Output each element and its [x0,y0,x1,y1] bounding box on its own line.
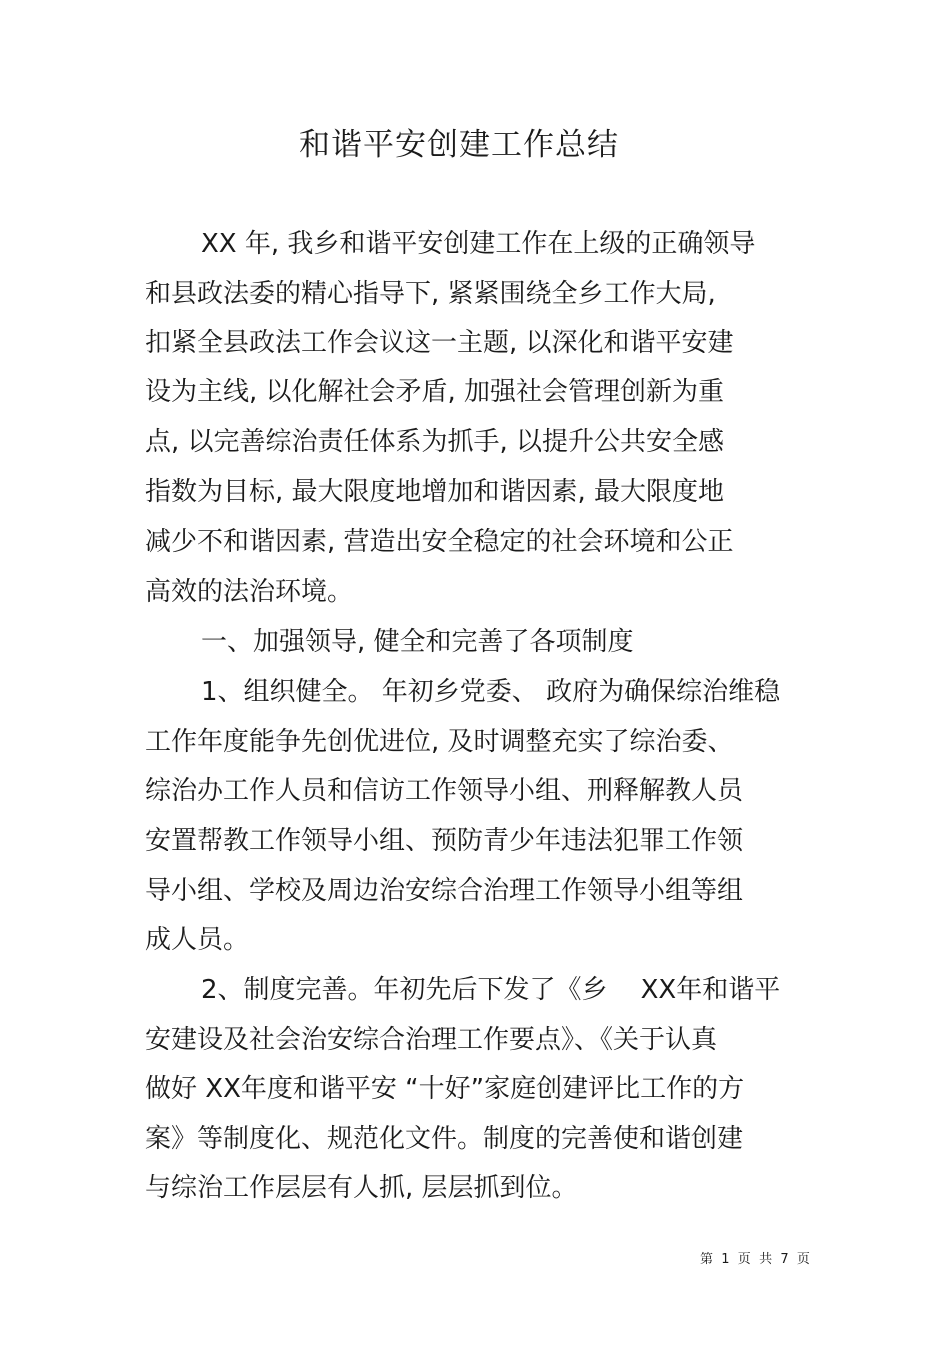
text-line: 设为主线, 以化解社会矛盾, 加强社会管理创新为重 [145,377,725,407]
page-number-footer: 第 1 页 共 7 页 [700,1252,810,1267]
text-line: 安置帮教工作领导小组、预防青少年违法犯罪工作领 [145,826,744,856]
text-line: 2、制度完善。年初先后下发了《乡 XX年和谐平 [201,975,781,1005]
text-line: 导小组、学校及周边治安综合治理工作领导小组等组 [145,876,744,906]
page-title: 和谐平安创建工作总结 [299,127,619,163]
text-line: 减少不和谐因素, 营造出安全稳定的社会环境和公正 [145,527,734,557]
text-line: 指数为目标, 最大限度地增加和谐因素, 最大限度地 [145,477,725,507]
text-line: XX 年, 我乡和谐平安创建工作在上级的正确领导 [201,229,756,259]
section-heading: 一、加强领导, 健全和完善了各项制度 [201,627,634,657]
text-line: 工作年度能争先创优进位, 及时调整充实了综治委、 [145,727,734,757]
text-line: 综治办工作人员和信访工作领导小组、刑释解教人员 [145,776,744,806]
text-line: 点, 以完善综治责任体系为抓手, 以提升公共安全感 [145,427,725,457]
text-line: 案》等制度化、规范化文件。制度的完善使和谐创建 [145,1124,744,1154]
text-line: 高效的法治环境。 [145,577,354,607]
text-line: 做好 XX年度和谐平安 “十好”家庭创建评比工作的方 [145,1074,745,1104]
text-line: 1、组织健全。 年初乡党委、 政府为确保综治维稳 [201,677,781,707]
text-line: 和县政法委的精心指导下, 紧紧围绕全乡工作大局, [145,279,716,309]
text-line: 与综治工作层层有人抓, 层层抓到位。 [145,1173,578,1203]
text-line: 扣紧全县政法工作会议这一主题, 以深化和谐平安建 [145,328,734,358]
text-line: 安建设及社会治安综合治理工作要点》、《关于认真 [145,1025,718,1055]
text-line: 成人员。 [145,925,250,955]
